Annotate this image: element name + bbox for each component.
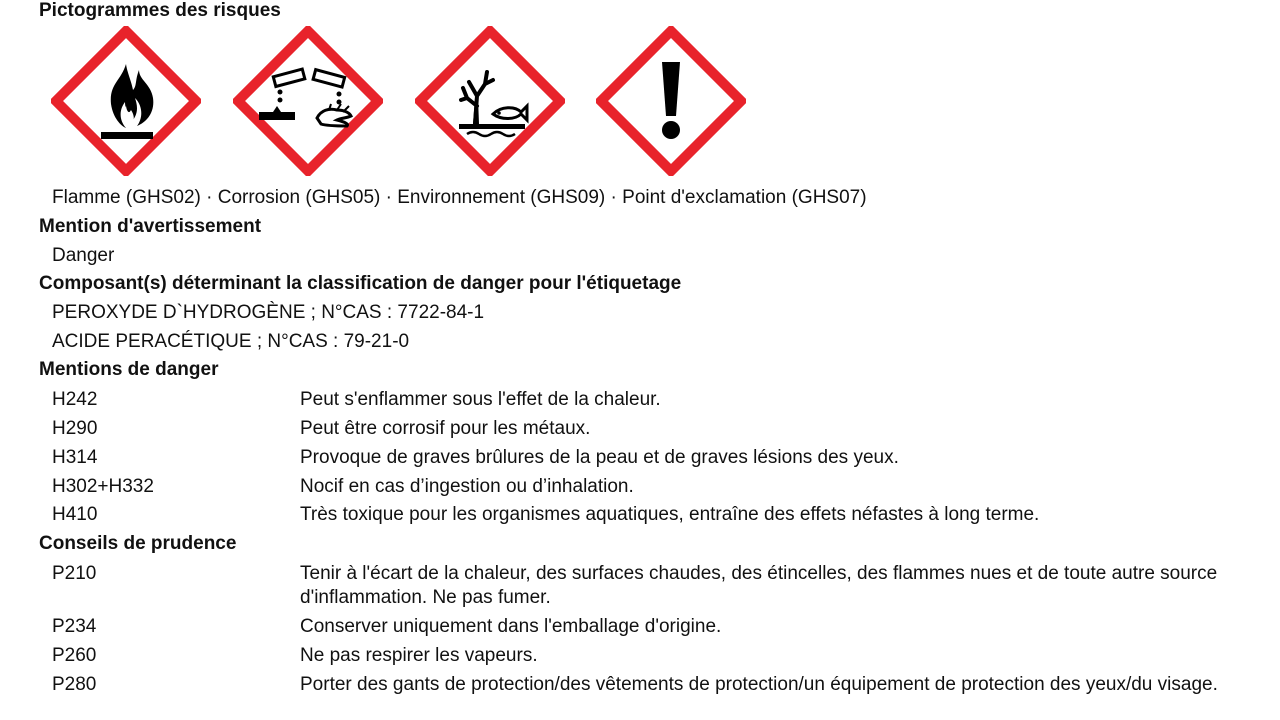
components-heading: Composant(s) déterminant la classification de danger pour l'étiquetage (39, 273, 682, 294)
hazard-code: H290 (52, 418, 98, 439)
signal-word-heading: Mention d'avertissement (39, 216, 262, 237)
precaution-code: P280 (52, 674, 97, 695)
hazard-text: Provoque de graves brûlures de la peau et de graves lésions des yeux. (300, 447, 899, 468)
precaution-code: P210 (52, 563, 97, 584)
corrosion-icon (233, 26, 383, 176)
component-item: PEROXYDE D`HYDROGÈNE ; N°CAS : 7722-84-1 (52, 302, 485, 323)
hazard-code: H242 (52, 389, 98, 410)
hazard-text: Peut s'enflammer sous l'effet de la chaleur. (300, 389, 661, 410)
component-item: ACIDE PERACÉTIQUE ; N°CAS : 79-21-0 (52, 331, 410, 352)
precaution-text: Tenir à l'écart de la chaleur, des surfaces chaudes, des étincelles, des flammes nues et de toute autre source d'inflammation. Ne pas fumer. (300, 563, 1218, 608)
hazard-code: H314 (52, 447, 98, 468)
exclamation-icon (596, 26, 746, 176)
hazard-text: Très toxique pour les organismes aquatiques, entraîne des effets néfastes à long terme. (300, 504, 1040, 525)
environment-icon (415, 26, 565, 176)
precaution-text: Ne pas respirer les vapeurs. (300, 645, 538, 666)
pictograms-caption: Flamme (GHS02) · Corrosion (GHS05) · Environnement (GHS09) · Point d'exclamation (GHS07) (52, 187, 867, 208)
signal-word-value: Danger (52, 245, 115, 266)
pictograms-heading: Pictogrammes des risques (39, 0, 281, 21)
precautionary-statements-heading: Conseils de prudence (39, 533, 237, 554)
precaution-code: P260 (52, 645, 97, 666)
hazard-text: Peut être corrosif pour les métaux. (300, 418, 591, 439)
hazard-statements-heading: Mentions de danger (39, 359, 219, 380)
precaution-text: Conserver uniquement dans l'emballage d'origine. (300, 616, 722, 637)
hazard-code: H410 (52, 504, 98, 525)
hazard-code: H302+H332 (52, 476, 154, 497)
flame-icon (51, 26, 201, 176)
precaution-code: P234 (52, 616, 97, 637)
hazard-text: Nocif en cas d’ingestion ou d’inhalation. (300, 476, 634, 497)
precaution-text: Porter des gants de protection/des vêtements de protection/un équipement de protection des yeux/du visage. (300, 674, 1218, 695)
